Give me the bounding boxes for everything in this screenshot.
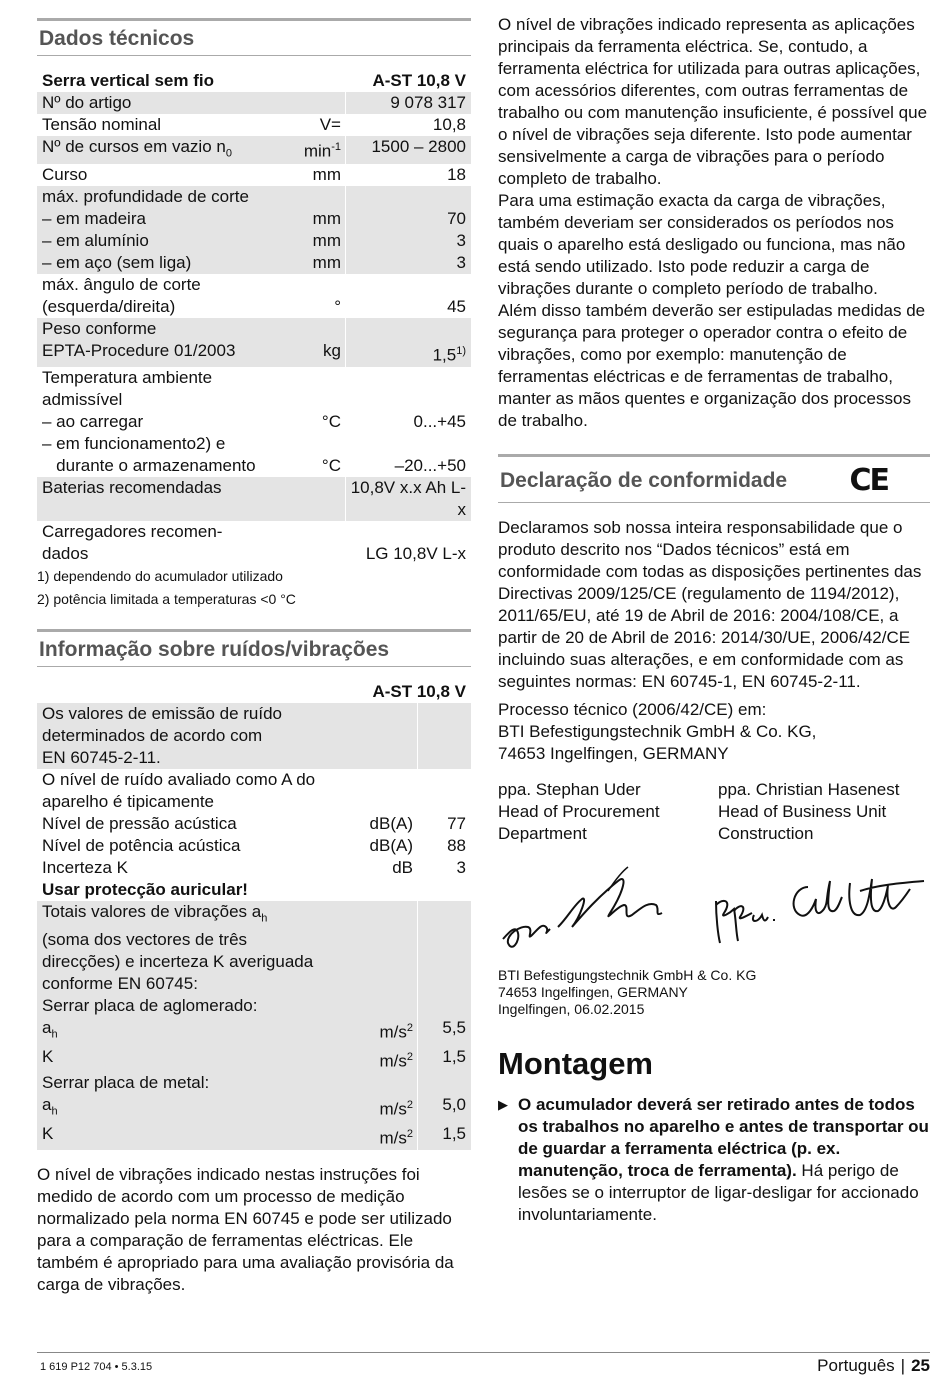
signer-2-name: ppa. Christian Hasenest	[718, 780, 900, 799]
signer-2	[710, 779, 930, 845]
tech-row	[37, 367, 471, 389]
footnote-1: 1) dependendo do acumulador utilizado	[37, 568, 283, 585]
footer-divider: |	[900, 1356, 906, 1375]
noise-row	[37, 995, 471, 1017]
noise-row-unit	[333, 929, 417, 951]
noise-row-unit	[333, 791, 417, 813]
tech-row-value: 1,5$^{1)}$	[345, 340, 471, 367]
noise-row-unit	[333, 879, 417, 901]
noise-row-value: 88	[417, 835, 471, 857]
tech-row	[37, 114, 471, 136]
vibration-paragraph-2: Para uma estimação exacta da carga de vibrações, também deveriam ser considerados os períodos nos quais o aparelho está desligado ou funciona, mas não está sendo utilizado. Isto pode reduzir a carga de vibrações durante o completo período de trabalho.	[498, 191, 906, 298]
tech-row-value: 18	[345, 164, 471, 186]
noise-row-unit	[333, 973, 417, 995]
noise-row	[37, 1094, 471, 1122]
tech-row-label: – em alumínio	[42, 231, 149, 251]
tech-row	[37, 230, 471, 252]
tech-row-unit	[277, 274, 345, 296]
noise-row-value	[417, 747, 471, 769]
noise-row	[37, 769, 471, 791]
tech-row-label: Curso	[42, 165, 88, 185]
tech-row-unit	[277, 92, 345, 114]
tech-row-label: Temperatura ambiente	[42, 368, 213, 388]
tech-row-label: Peso conforme	[42, 319, 157, 339]
tech-row-value: 45	[345, 296, 471, 318]
tech-row-label: Tensão nominal	[42, 115, 162, 134]
noise-row-unit: dB(A)	[369, 836, 413, 856]
noise-row-unit: $m/s^2$	[379, 1099, 413, 1120]
noise-row-label: Serrar placa de metal:	[42, 1073, 210, 1093]
noise-row-value: 1,5	[417, 1046, 471, 1073]
tech-row-value	[345, 318, 471, 340]
noise-row	[37, 1017, 471, 1045]
tech-row-unit: V=	[319, 115, 341, 134]
tech-row-unit: mm	[312, 165, 341, 185]
noise-row-unit: $m/s^2$	[379, 1127, 413, 1148]
noise-row-value: 3	[417, 857, 471, 879]
noise-row-value	[417, 769, 471, 791]
tech-row-unit	[277, 186, 345, 208]
noise-row-unit	[333, 769, 417, 791]
footer-rule	[37, 1352, 930, 1353]
tech-row-unit: $\min^{-1}$	[303, 141, 341, 161]
signer-2-title1: Head of Business Unit	[718, 802, 887, 821]
signer-1	[498, 779, 710, 845]
footer-language: Português	[817, 1356, 895, 1375]
noise-row-label: Incerteza K	[42, 858, 128, 878]
noise-row-label: determinados de acordo com	[42, 726, 263, 746]
noise-table	[37, 681, 471, 1149]
tech-row	[37, 136, 471, 164]
noise-row	[37, 703, 471, 725]
noise-row-unit	[333, 725, 417, 747]
process-line-2: BTI Befestigungstechnik GmbH & Co. KG,	[498, 722, 817, 741]
bullet-arrow-icon: ▶	[498, 1097, 508, 1112]
noise-heading: Informação sobre ruídos/vibrações	[37, 629, 471, 667]
tech-row-value	[345, 389, 471, 411]
tech-header-model: A-ST 10,8 V	[325, 70, 471, 92]
noise-row-value	[417, 879, 471, 901]
tech-header-name: Serra vertical sem fio	[42, 71, 214, 90]
vibration-paragraph-1: O nível de vibrações indicado representa as aplicações principais da ferramenta eléctrica. Se, contudo, a ferramenta eléctrica for utilizada para outras aplicações, com acessórios diferentes, com outras ferramentas de trabalho ou com manutenção insuficiente, é possível que o nível de vibrações seja diferente. Isto pode aumentar sensivelmente a carga de vibrações para o período completo de trabalho.	[498, 15, 928, 188]
noise-row-value	[417, 995, 471, 1017]
tech-row-unit	[277, 521, 345, 543]
address-line-2: 74653 Ingelfingen, GERMANY	[498, 984, 688, 1000]
noise-row	[37, 951, 471, 973]
noise-row-value: 5,0	[417, 1094, 471, 1122]
tech-row-unit: °	[334, 297, 341, 317]
ce-mark-icon: CE	[849, 463, 888, 498]
tech-row-value: 3	[345, 252, 471, 274]
noise-row-value: 5,5	[417, 1017, 471, 1045]
tech-row-value: 10,8V x.x Ah L-x	[345, 477, 471, 521]
tech-row-unit	[277, 477, 345, 521]
company-address	[498, 967, 930, 1018]
tech-row-label: admissível	[42, 390, 123, 410]
tech-row-unit: kg	[323, 341, 341, 361]
tech-row	[37, 186, 471, 208]
tech-row-unit	[277, 367, 345, 389]
noise-row-label: K	[42, 1123, 54, 1143]
montagem-bullet	[498, 1094, 930, 1226]
conformity-heading-bar	[498, 454, 930, 503]
footer-code: 1 619 P12 704 • 5.3.15	[40, 1361, 153, 1373]
signer-1-name: ppa. Stephan Uder	[498, 780, 641, 799]
noise-row-value	[417, 901, 471, 929]
tech-row-unit: °C	[321, 456, 341, 476]
noise-row-unit	[333, 747, 417, 769]
noise-row-unit: $m/s^2$	[379, 1022, 413, 1043]
noise-row-value	[417, 703, 471, 725]
noise-row-unit: dB	[392, 858, 413, 878]
signers	[498, 779, 930, 845]
tech-row	[37, 521, 471, 543]
noise-row	[37, 973, 471, 995]
tech-row	[37, 274, 471, 296]
noise-row-unit	[333, 951, 417, 973]
tech-row-unit	[277, 318, 345, 340]
noise-row-unit	[333, 901, 417, 929]
signer-2-title2: Construction	[718, 824, 814, 843]
tech-row	[37, 477, 471, 521]
address-line-3: Ingelfingen, 06.02.2015	[498, 1001, 645, 1017]
noise-row-unit: dB(A)	[369, 814, 413, 834]
noise-row-unit	[333, 703, 417, 725]
footer-page-info	[817, 1356, 930, 1376]
tech-row-value: 70	[345, 208, 471, 230]
signer-1-title1: Head of Procurement	[498, 802, 660, 821]
noise-row-label: $a_h$	[42, 1018, 58, 1041]
tech-row-label: (esquerda/direita)	[42, 297, 176, 317]
tech-row-value: LG 10,8V L-x	[345, 543, 471, 565]
tech-row	[37, 164, 471, 186]
tech-row-label: dados	[42, 544, 89, 564]
noise-row	[37, 725, 471, 747]
noise-row	[37, 929, 471, 951]
tech-row-label: EPTA-Procedure 01/2003	[42, 341, 236, 361]
noise-row-value	[417, 929, 471, 951]
left-column	[37, 0, 471, 1296]
tech-row-value: 9 078 317	[345, 92, 471, 114]
tech-row-unit: °C	[321, 412, 341, 432]
noise-row	[37, 1072, 471, 1094]
tech-row	[37, 455, 471, 477]
tech-row	[37, 389, 471, 411]
tech-row	[37, 340, 471, 367]
process-line-3: 74653 Ingelfingen, GERMANY	[498, 744, 729, 763]
tech-row-label: – em aço (sem liga)	[42, 253, 192, 273]
footer-page-number: 25	[911, 1356, 930, 1375]
noise-row-label: Totais valores de vibrações $a_h$	[42, 902, 268, 925]
tech-row-value	[345, 186, 471, 208]
tech-row-unit	[277, 433, 345, 455]
tech-row-label: máx. ângulo de corte	[42, 275, 201, 295]
noise-after-text: O nível de vibrações indicado nestas instruções foi medido de acordo com um processo de medição normalizado pela norma EN 60745 e pode ser utilizado para a comparação de ferramentas eléctricas. Ele também é apropriado para uma avaliação provisória da carga de vibrações.	[37, 1164, 454, 1294]
noise-row-value	[417, 1072, 471, 1094]
tech-row-value: 10,8	[345, 114, 471, 136]
noise-row-label: Os valores de emissão de ruído	[42, 704, 283, 724]
tech-row	[37, 411, 471, 433]
tech-row-unit: mm	[312, 253, 341, 273]
noise-row-value	[417, 951, 471, 973]
noise-row-value: 1,5	[417, 1123, 471, 1150]
tech-row-value: 0...+45	[345, 411, 471, 433]
noise-row	[37, 791, 471, 813]
noise-row-label: aparelho é tipicamente	[42, 792, 215, 812]
noise-row-label: Nível de pressão acústica	[42, 814, 237, 834]
tech-row-label: Nº de cursos em vazio $n_0$	[42, 137, 232, 160]
tech-row-value	[345, 367, 471, 389]
montagem-bullet-text	[518, 1094, 930, 1226]
tech-row	[37, 543, 471, 565]
noise-row-label: $a_h$	[42, 1095, 58, 1118]
noise-row-label: EN 60745-2-11.	[42, 748, 161, 768]
tech-row-value	[345, 521, 471, 543]
tech-row-label: Baterias recomendadas	[42, 478, 222, 498]
tech-row-label: durante o armazenamento	[42, 456, 256, 476]
noise-row-value	[417, 791, 471, 813]
noise-row-unit	[333, 995, 417, 1017]
noise-row-label: Nível de potência acústica	[42, 836, 241, 856]
tech-data-table	[37, 70, 471, 565]
tech-row-value: 1500 – 2800	[345, 136, 471, 164]
noise-row	[37, 1123, 471, 1150]
vibration-paragraph-3: Além disso também deverão ser estipuladas medidas de segurança para proteger o operador contra o efeito de vibrações, como por exemplo: manutenção de ferramentas eléctricas e de ferramentas de trabalho, manter as mãos quentes e organização dos processos de trabalho.	[498, 301, 926, 430]
tech-row-unit: mm	[312, 209, 341, 229]
right-column	[498, 0, 930, 1226]
tech-row-value: –20...+50	[345, 455, 471, 477]
tech-row-unit	[277, 389, 345, 411]
tech-row-label: – ao carregar	[42, 412, 144, 432]
noise-row-label: conforme EN 60745:	[42, 974, 198, 994]
address-line-1: BTI Befestigungstechnik GmbH & Co. KG	[498, 967, 757, 983]
noise-row-label: O nível de ruído avaliado como A do	[42, 770, 316, 790]
noise-row	[37, 879, 471, 901]
tech-row	[37, 433, 471, 455]
tech-data-heading: Dados técnicos	[37, 18, 471, 56]
noise-row	[37, 835, 471, 857]
tech-row-label: Nº do artigo	[42, 93, 132, 112]
noise-header-model: A-ST 10,8 V	[325, 681, 471, 703]
conformity-heading: Declaração de conformidade	[500, 468, 788, 492]
tech-row	[37, 318, 471, 340]
tech-row-value	[345, 274, 471, 296]
signature-1-image	[498, 861, 698, 957]
montagem-heading: Montagem	[498, 1046, 653, 1081]
noise-row-unit: $m/s^2$	[379, 1050, 413, 1071]
noise-row	[37, 857, 471, 879]
noise-row	[37, 901, 471, 929]
noise-table-header	[37, 681, 471, 703]
process-line-1: Processo técnico (2006/42/CE) em:	[498, 700, 767, 719]
noise-row-value	[417, 973, 471, 995]
tech-row	[37, 92, 471, 114]
tech-row-value: 3	[345, 230, 471, 252]
noise-row-label: direcções) e incerteza K averiguada	[42, 952, 314, 972]
noise-row	[37, 1046, 471, 1073]
footnote-2: 2) potência limitada a temperaturas <0 °C	[37, 591, 296, 608]
tech-table-header	[37, 70, 471, 92]
tech-row	[37, 296, 471, 318]
tech-row-label: máx. profundidade de corte	[42, 187, 249, 207]
noise-row-unit	[333, 1072, 417, 1094]
tech-row-label: – em funcionamento2) e	[42, 434, 226, 454]
noise-row	[37, 813, 471, 835]
noise-row-label: K	[42, 1046, 54, 1066]
noise-row-label: (soma dos vectores de três	[42, 930, 248, 950]
noise-row-label: Serrar placa de aglomerado:	[42, 996, 258, 1016]
tech-row-unit: mm	[312, 231, 341, 251]
noise-row-label: Usar protecção auricular!	[42, 880, 248, 900]
tech-row-label: – em madeira	[42, 209, 146, 229]
tech-row-label: Carregadores recomen-	[42, 522, 223, 542]
signature-2-image	[710, 861, 930, 957]
noise-row-value: 77	[417, 813, 471, 835]
noise-row	[37, 747, 471, 769]
signatures	[498, 861, 930, 957]
tech-row-unit	[277, 543, 345, 565]
tech-row	[37, 252, 471, 274]
tech-row	[37, 208, 471, 230]
conformity-text: Declaramos sob nossa inteira responsabilidade que o produto descrito nos “Dados técnicos” está em conformidade com todas as disposições pertinentes das Directivas 2009/125/CE (regulamento de 1194/2012), 2011/65/EU, até 19 de Abril de 2016: 2004/108/CE, a partir de 20 de Abril de 2016: 2014/30/UE, 2006/42/CE incluindo suas alterações, e em conformidade com as seguintes normas: EN 60745-1, EN 60745-2-11.	[498, 518, 922, 691]
tech-row-value	[345, 433, 471, 455]
montagem-bullet-rest: Há perigo de lesões se o interruptor de ligar-desligar for accionado involuntariamente.	[518, 1161, 919, 1224]
signer-1-title2: Department	[498, 824, 587, 843]
montagem-bullet-bold: O acumulador deverá ser retirado antes de todos os trabalhos no aparelho e antes de transportar ou de guardar a ferramenta eléctrica (p. ex. manutenção, troca de ferramenta).	[518, 1095, 929, 1180]
noise-row-value	[417, 725, 471, 747]
